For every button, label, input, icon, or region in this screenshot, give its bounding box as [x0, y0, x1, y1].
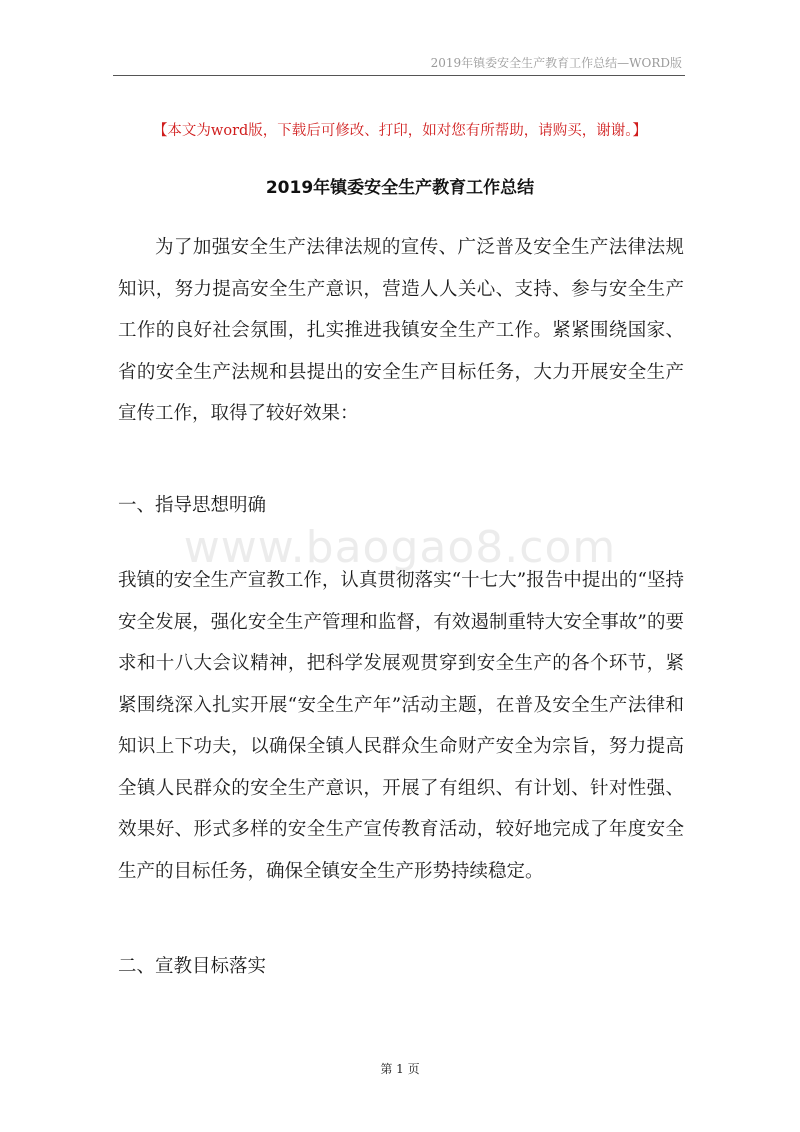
header-divider — [113, 75, 685, 76]
section-heading-2: 二、宣教目标落实 — [118, 956, 267, 977]
watermark-text: www.baogao8.com — [183, 522, 617, 573]
running-header-title: 2019年镇委安全生产教育工作总结—WORD版 — [430, 56, 682, 70]
page-number: 第 1 页 — [380, 1062, 420, 1076]
page-header — [0, 0, 800, 80]
section-1-paragraph: 我镇的安全生产宣教工作，认真贯彻落实“十七大”报告中提出的“坚持安全发展，强化安全生产管理和监督，有效遏制重特大安全事故”的要求和十八大会议精神，把科学发展观贯穿到安全生产的各个环节，紧紧围绕深入扎实开展“安全生产年”活动主题，在普及安全生产法律和知识上下功夫，以确保全镇人民群众生命财产安全为宗旨，努力提高全镇人民群众的安全生产意识，开展了有组织、有计划、针对性强、效果好、形式多样的安全生产宣传教育活动，较好地完成了年度安全生产的目标任务，确保全镇安全生产形势持续稳定。 — [118, 570, 684, 882]
intro-paragraph: 为了加强安全生产法律法规的宣传、广泛普及安全生产法律法规知识，努力提高安全生产意识，营造人人关心、支持、参与安全生产工作的良好社会氛围，扎实推进我镇安全生产工作。紧紧围绕国家、省的安全生产法规和县提出的安全生产目标任务，大力开展安全生产宣传工作，取得了较好效果： — [118, 237, 684, 424]
purchase-notice: 【本文为word版，下载后可修改、打印，如对您有所帮助，请购买，谢谢。】 — [152, 123, 648, 139]
document-title: 2019年镇委安全生产教育工作总结 — [265, 178, 535, 198]
section-heading-1: 一、指导思想明确 — [118, 495, 267, 516]
